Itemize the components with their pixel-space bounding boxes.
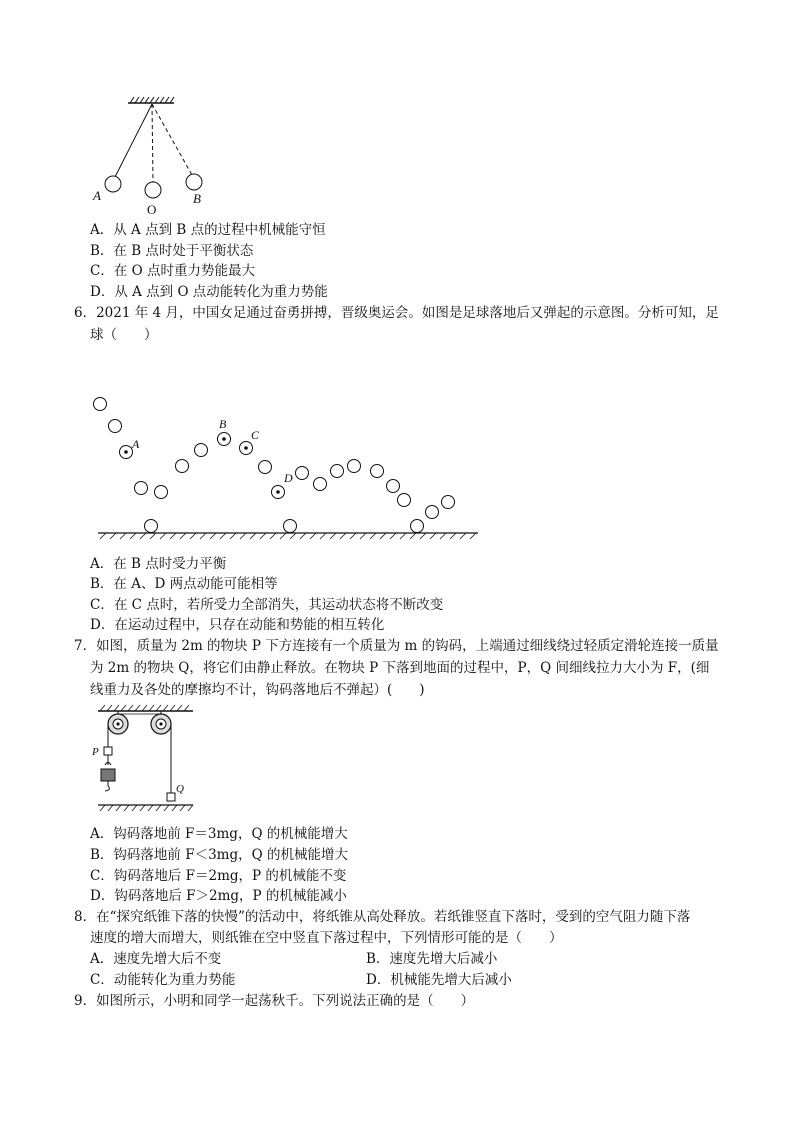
q5-option-d: D．从 A 点到 O 点动能转化为重力势能 [90,284,328,300]
label-o: O [147,202,157,216]
pendulum-figure [88,96,218,216]
label-b: B [219,417,227,431]
label-d: D [284,471,293,485]
q6-option-b: B．在 A、D 两点动能可能相等 [90,576,278,592]
block-p [104,747,112,755]
q7-stem-line3: 线重力及各处的摩擦均不计，钩码落地后不弹起）( ) [90,682,425,698]
q9-stem-line1: 9．如图所示，小明和同学一起荡秋千。下列说法正确的是（ ） [74,993,475,1009]
q7-option-a: A．钩码落地前 F＝3mg，Q 的机械能增大 [90,826,348,842]
q7-option-d: D．钩码落地后 F＞2mg，P 的机械能减小 [90,888,347,904]
label-a: A [93,188,101,203]
bob-b [186,174,202,190]
q8-option-a: A．速度先增大后不变 [90,951,222,967]
q6-stem-line2: 球（ ） [90,327,158,343]
q8-option-c: C．动能转化为重力势能 [90,972,236,988]
q6-option-d: D．在运动过程中，只存在动能和势能的相互转化 [90,617,385,633]
bob-o [145,182,161,198]
bouncing-ball-figure [88,390,488,540]
hook-weight [101,769,115,781]
q6-stem-line1: 6．2021 年 4 月，中国女足通过奋勇拼搏，晋级奥运会。如图是足球落地后又弹起的示意图。分析可知，足 [74,305,719,321]
q8-stem-line1: 8．在“探究纸锥下落的快慢”的活动中，将纸锥从高处释放。若纸锥竖直下落时，受到的空气阻力随下落 [74,909,691,925]
label-a: A [132,437,140,451]
q8-option-b: B．速度先增大后减小 [366,951,498,967]
label-p: P [92,746,99,758]
q5-option-a: A．从 A 点到 B 点的过程中机械能守恒 [90,222,326,238]
label-b: B [193,191,201,206]
q7-option-b: B．钩码落地前 F＜3mg，Q 的机械能增大 [90,847,348,863]
q6-option-a: A．在 B 点时受力平衡 [90,556,227,572]
pulley-figure [88,703,208,813]
bob-a [105,176,121,192]
q8-stem-line2: 速度的增大而增大，则纸锥在空中竖直下落过程中，下列情形可能的是（ ） [90,930,563,946]
q8-option-d: D．机械能先增大后减小 [366,972,512,988]
block-q [167,793,175,801]
q5-option-b: B．在 B 点时处于平衡状态 [90,243,254,259]
q7-option-c: C．钩码落地后 F＝2mg，P 的机械能不变 [90,868,347,884]
q5-option-c: C．在 O 点时重力势能最大 [90,263,255,279]
q7-stem-line1: 7．如图，质量为 2m 的物块 P 下方连接有一个质量为 m 的钩码，上端通过细线绕过轻质定滑轮连接一质量 [74,638,719,654]
label-q: Q [176,783,184,795]
q6-option-c: C．在 C 点时，若所受力全部消失，其运动状态将不断改变 [90,597,444,613]
q7-stem-line2: 为 2m 的物块 Q，将它们由静止释放。在物块 P 下落到地面的过程中，P，Q 间细线拉力大小为 F，(细 [90,660,710,676]
label-c: C [251,428,260,442]
